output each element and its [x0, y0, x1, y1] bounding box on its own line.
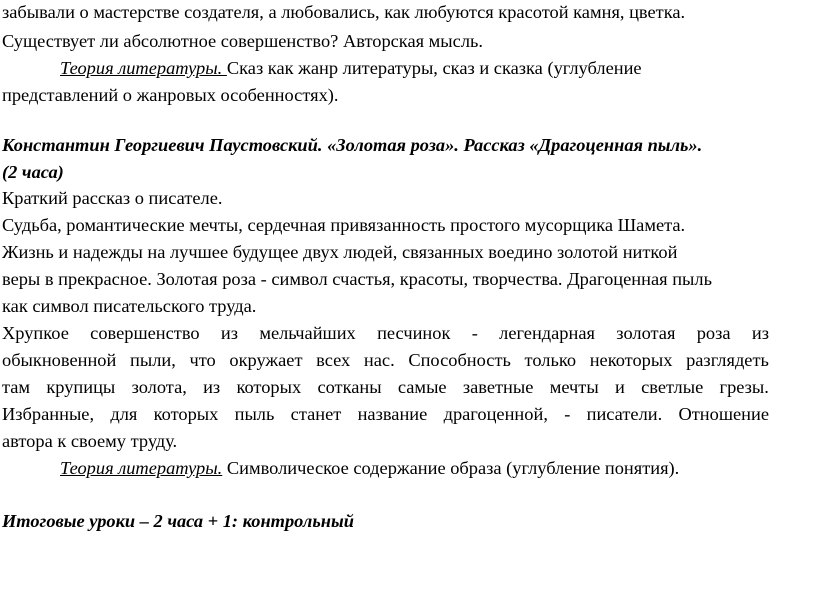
word: для — [110, 404, 138, 424]
theory-line — [60, 57, 642, 79]
word: золота, — [131, 377, 187, 397]
word: - — [564, 404, 571, 424]
word: что — [189, 350, 216, 370]
word: самые — [397, 377, 447, 397]
word: писатели. — [586, 404, 663, 424]
word: песчинок — [377, 323, 451, 343]
word: Способность — [408, 350, 511, 370]
text-line: Существует ли абсолютное совершенство? Авторская мысль. — [2, 31, 483, 51]
text-line: как символ писательского труда. — [2, 296, 257, 316]
text-line: Судьба, романтические мечты, сердечная привязанность простого мусорщика Шамета. — [2, 215, 686, 235]
theory-text: Символическое содержание образа (углубление понятия). — [222, 458, 680, 478]
theory-term: Теория литературы. — [60, 58, 227, 78]
theory-line — [60, 457, 679, 479]
word: золотая — [616, 323, 676, 343]
word: мечты — [549, 377, 599, 397]
word: светлые — [641, 377, 704, 397]
text-line: Краткий рассказ о писателе. — [2, 188, 223, 208]
word: пыль — [234, 404, 275, 424]
text-line-justified — [2, 403, 769, 425]
word: пыли, — [130, 350, 176, 370]
word: грезы. — [719, 377, 769, 397]
word: совершенство — [90, 323, 200, 343]
word: обыкновенной — [2, 350, 117, 370]
word: роза — [696, 323, 731, 343]
word: окружает — [229, 350, 303, 370]
word: Хрупкое — [2, 323, 69, 343]
section-heading: Константин Георгиевич Паустовский. «Золотая роза». Рассказ «Драгоценная пыль». — [2, 135, 703, 155]
word: Избранные, — [2, 404, 95, 424]
word: - — [471, 323, 478, 343]
text-line: представлений о жанровых особенностях). — [2, 85, 339, 105]
text-line-justified — [2, 349, 769, 371]
text-line: забывали о мастерстве создателя, а любовались, как любуются красотой камня, цветка. — [2, 2, 686, 22]
word: которых — [153, 404, 219, 424]
word: крупицы — [46, 377, 116, 397]
final-lessons-heading: Итоговые уроки – 2 часа + 1: контрольный — [2, 511, 354, 531]
word: разглядеть — [686, 350, 769, 370]
word: драгоценной, — [443, 404, 548, 424]
word: из — [203, 377, 221, 397]
theory-term: Теория литературы. — [60, 458, 223, 478]
word: сотканы — [317, 377, 382, 397]
text-line: Жизнь и надежды на лучшее будущее двух людей, связанных воедино золотой ниткой — [2, 242, 678, 262]
word: легендарная — [499, 323, 595, 343]
word: мельчайших — [259, 323, 356, 343]
word: которых — [236, 377, 302, 397]
word: только — [524, 350, 577, 370]
word: из — [751, 323, 769, 343]
word: некоторых — [589, 350, 673, 370]
section-heading-hours: (2 часа) — [2, 162, 64, 182]
word: заветные — [462, 377, 534, 397]
word: название — [357, 404, 428, 424]
word: нас. — [363, 350, 395, 370]
word: всех — [316, 350, 351, 370]
word: Отношение — [678, 404, 769, 424]
text-line: автора к своему труду. — [2, 431, 178, 451]
text-line: веры в прекрасное. Золотая роза - символ счастья, красоты, творчества. Драгоценная пыль — [2, 269, 712, 289]
word: станет — [290, 404, 342, 424]
theory-text: Сказ как жанр литературы, сказ и сказка (углубление — [226, 58, 642, 78]
word: и — [614, 377, 625, 397]
word: из — [220, 323, 239, 343]
text-line-justified — [2, 322, 769, 344]
word: там — [2, 377, 31, 397]
text-line-justified — [2, 376, 769, 398]
